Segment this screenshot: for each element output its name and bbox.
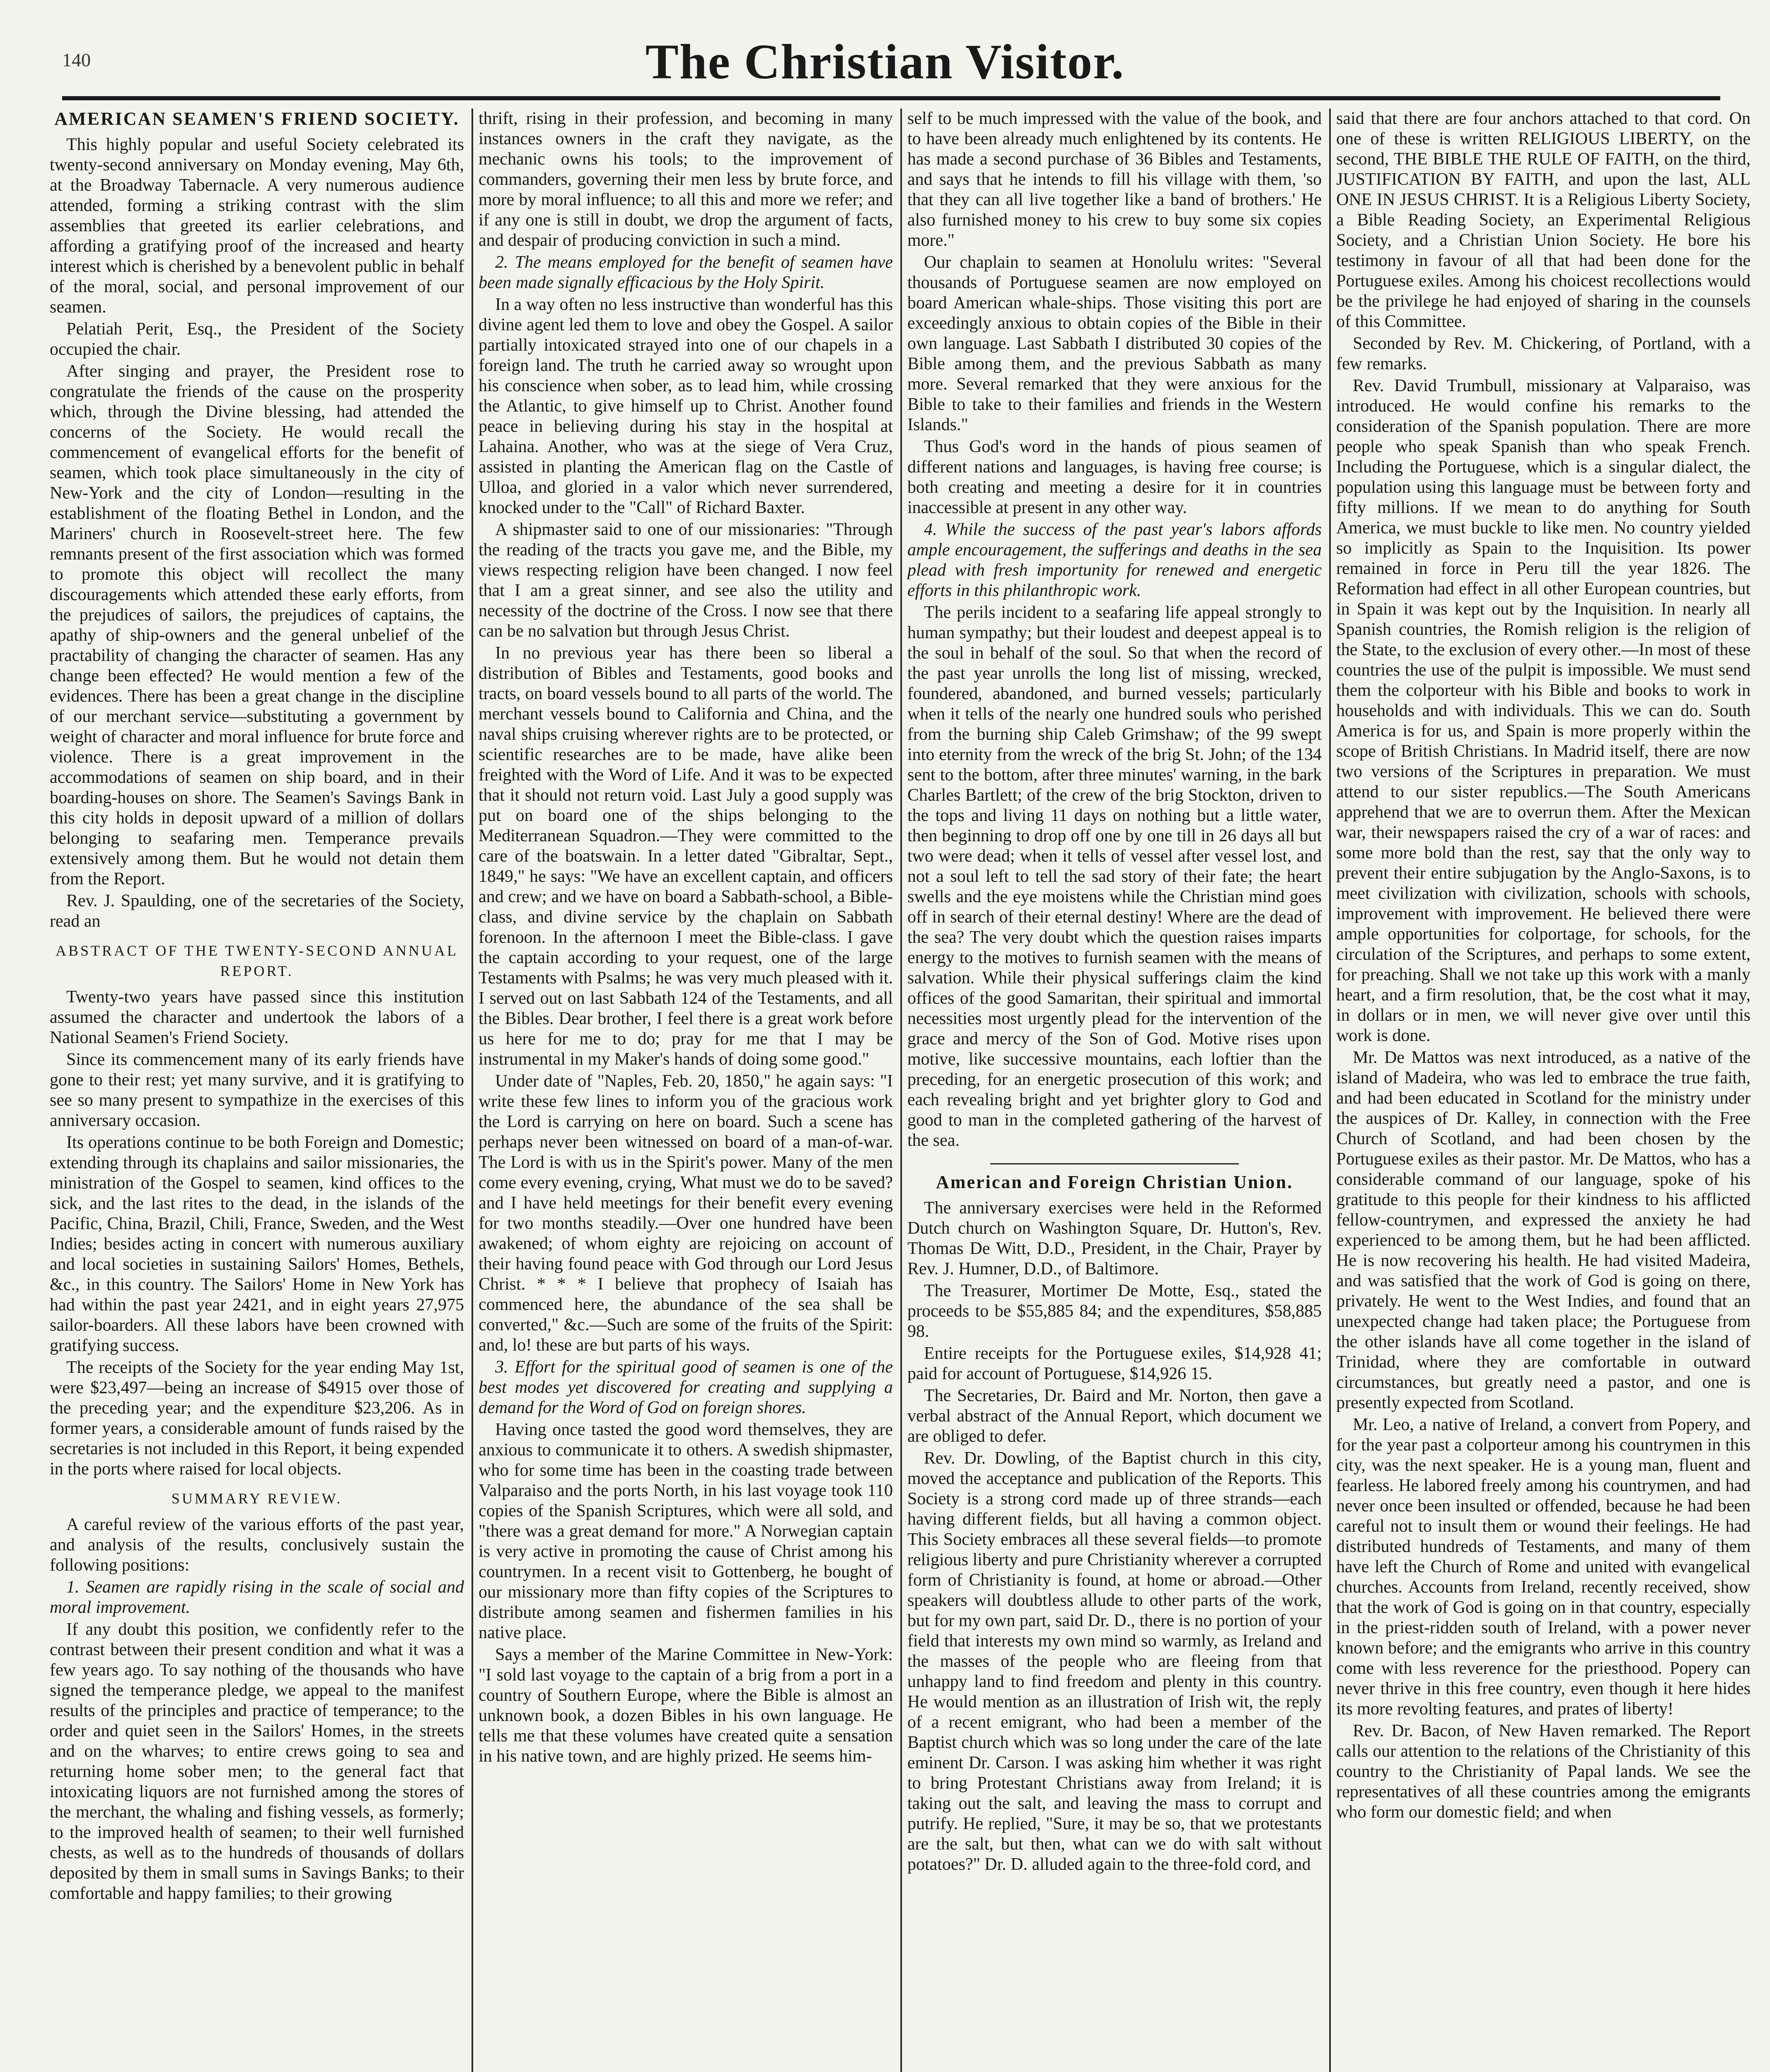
section-subheading (50, 1489, 464, 1509)
body-paragraph: The perils incident to a seafaring life appeal strongly to human sympathy; but their loudest and deepest appeal is to the soul in behalf of the soul. So that when the record of the past year unrolls the long list of missing, wrecked, foundered, abandoned, and burned vessels; particularly when it tells of the nearly one hundred souls who perished from the burning ship Caleb Grimshaw; of the 99 swept into eternity from the wreck of the brig St. John; of the 134 sent to the bottom, after three minutes' warning, in the bark Charles Bartlett; of the crew of the brig Stockton, driven to the tops and living 11 days on nothing but a little water, then beginning to drop off one by one till in 26 days all but two were dead; when it tells of vessel after vessel lost, and not a soul left to tell the sad story of their fate; the heart swells and the eye moistens while the Christian mind goes off in search of their eternal destiny! Where are the dead of the sea? The very doubt which the question raises imparts energy to the motives to furnish seamen with the means of salvation. While their physical sufferings claim the kind offices of the good Samaritan, their spiritual and immortal necessities most urgently plead for the intervention of the grace and mercy of the Son of God. Motive rises upon motive, like successive mountains, each loftier than the preceding, for an energetic prosecution of this work; and each revealing bright and yet brighter glory to God and good to man in the completed gathering of the harvest of the sea. (907, 603, 1322, 1150)
body-paragraph: Rev. Dr. Dowling, of the Baptist church in this city, moved the acceptance and publication of the Reports. This Society is a strong cord made up of three strands—each having different fields, but all having a common object. This Society embraces all these several fields—to promote religious liberty and pure Christianity wherever a corrupted form of Christianity is found, at home or abroad.—Other speakers will doubtless allude to other parts of the work, but for my own part, said Dr. D., there is no portion of your field that interests my own mind so warmly, as Ireland and the masses of the people who are fleeing from that unhappy land to find freedom and plenty in this country. He would mention as an illustration of Irish wit, the reply of a recent emigrant, who had been a member of the Baptist church which was so long under the care of the late eminent Dr. Carson. I was asking him whether it was right to bring Protestant Christians away from Ireland; it is taking out the salt, and leaving the mass to corrupt and putrify. He replied, "Sure, it may be so, that we protestants are the salt, but then, what can we do with salt without potatoes?" Dr. D. alluded again to the three-fold cord, and (907, 1449, 1322, 1874)
body-paragraph: The receipts of the Society for the year ending May 1st, were $23,497—being an increase of $4915 over those of the preceding year; and the expenditure $23,206. As in former years, a considerable amount of funds raised by the secretaries is not included in this Report, it being expended in the ports where raised for local objects. (50, 1358, 464, 1479)
body-paragraph: If any doubt this position, we confidently refer to the contrast between their present condition and what it was a few years ago. To say nothing of the thousands who have signed the temperance pledge, we appeal to the manifest results of the principles and practice of temperance; to the order and quiet seen in the Sailors' Homes, in the streets and on the wharves; to entire crews going to sea and returning home sober men; to the general fact that intoxicating liquors are not furnished among the stores of the merchant, the whaling and fishing vessels, as formerly; to the improved health of seamen; to their well furnished chests, as well as to the hundreds of thousands of dollars deposited by them in small sums in Savings Banks; to their comfortable and happy families; to their growing (50, 1620, 464, 1903)
body-paragraph: The Secretaries, Dr. Baird and Mr. Norton, then gave a verbal abstract of the Annual Report, which document we are obliged to defer. (907, 1386, 1322, 1446)
body-paragraph: After singing and prayer, the President rose to congratulate the friends of the cause on the prosperity which, through the Divine blessing, had attended the concerns of the Society. He would recall the commencement of evangelical efforts for the benefit of seamen, which took place simultaneously in the city of New-York and the city of London—resulting in the establishment of the floating Bethel in London, and the Mariners' church in Roosevelt-street here. The few remnants present of the first association which was formed to promote this object will recollect the many discouragements which attended these early efforts, from the prejudices of sailors, the prejudices of captains, the apathy of ship-owners and the general unbelief of the practability of changing the character of seamen. Has any change been effected? He would mention a few of the evidences. There has been a great change in the discipline of our merchant service—substituting a government by weight of character and moral influence for brute force and violence. There is a great improvement in the accommodations of seamen on ship board, and in their boarding-houses on shore. The Seamen's Savings Bank in this city holds in deposit upward of a million of dollars belonging to seafaring men. Temperance prevails extensively among them. But he would not detain them from the Report. (50, 362, 464, 888)
body-paragraph: This highly popular and useful Society celebrated its twenty-second anniversary on Monday evening, May 6th, at the Broadway Tabernacle. A very numerous audience attended, forming a striking contrast with the slim assemblies that greeted its earlier celebrations, and affording a gratifying proof of the increased and hearty interest which is cherished by a benevolent public in behalf of the moral, social, and personal improvement of our seamen. (50, 135, 464, 317)
continued-paragraph: said that there are four anchors attached to that cord. On one of these is written RELIGIOUS LIBERTY, on the second, THE BIBLE THE RULE OF FAITH, on the third, JUSTIFICATION BY FAITH, and upon the last, ALL ONE IN JESUS CHRIST. It is a Religious Liberty Society, a Bible Reading Society, an Experimental Religious Society, and a Christian Union Society. He bore his testimony in favour of all that had been done for the Portuguese exiles. Among his choicest recollections would be the privilege he had enjoyed of sharing in the counsels of this Committee. (1336, 109, 1751, 331)
italic-thesis-paragraph: 4. While the success of the past year's labors affords ample encouragement, the sufferings and deaths in the sea plead with fresh importunity for renewed and energetic efforts in this philanthropic work. (907, 520, 1322, 600)
body-paragraph: Our chaplain to seamen at Honolulu writes: "Several thousands of Portuguese seamen are now employed on board American whale-ships. Those visiting this port are exceedingly anxious to obtain copies of the Bible in their own language. Last Sabbath I distributed 30 copies of the Bible among them, and the previous Sabbath as many more. Several remarked that they were anxious for the Bible to take to their families and friends in the Western Islands." (907, 253, 1322, 434)
subheading-line: SUMMARY REVIEW. (171, 1490, 343, 1507)
subheading-line: ABSTRACT OF THE TWENTY-SECOND ANNUAL (55, 942, 459, 959)
continued-paragraph: self to be much impressed with the value of the book, and to have been already much enlightened by its contents. He has made a second purchase of 36 Bibles and Testaments, and says that he intends to fill his village with them, 'so that they can all live together like a band of brothers.' He also furnished money to his crew to buy some six copies more." (907, 109, 1322, 250)
body-paragraph: In no previous year has there been so liberal a distribution of Bibles and Testaments, good books and tracts, on board vessels bound to all parts of the world. The merchant vessels bound to California and China, and the naval ships cruising wherever rights are to be protected, or scientific researches are to be made, have alike been freighted with the Word of Life. And it was to be expected that it should not return void. Last July a good supply was put on board one of the ships belonging to the Mediterranean Squadron.—They were committed to the care of the boatswain. In a letter dated "Gibraltar, Sept., 1849," he says: "We have an excellent captain, and officers and crew; and we have on board a Sabbath-school, a Bible-class, and divine service by the chaplain on Sabbath forenoon. In the afternoon I meet the Bible-class. I gave the captain according to your request, one of the large Testaments with Psalms; he was very much pleased with it. I served out on last Sabbath 124 of the Testaments, and all the Bibles. Dear brother, I feel there is a great work before us here for me to do; pray for me that I may be instrumental in my Maker's hands of doing some good." (479, 644, 893, 1069)
body-paragraph: Seconded by Rev. M. Chickering, of Portland, with a few remarks. (1336, 334, 1751, 373)
body-paragraph: Rev. David Trumbull, missionary at Valparaiso, was introduced. He would confine his remarks to the consideration of the Spanish population. There are more people who speak Spanish than who speak French. Including the Portuguese, which is a singular dialect, the population using this language must be between forty and fifty millions. If we mean to do anything for South America, we must buckle to like men. No country yielded so implicitly as Spain to the Inquisition. Its power remained in force in Peru till the year 1826. The Reformation had effect in all other European countries, but in Spain it was kept out by the Inquisition. In nearly all Spanish countries, the Romish religion is the religion of the State, to the exclusion of every other.—In most of these countries the use of the pulpit is impossible. We must send them the colporteur with his Bible and books to work in households and with individuals. This we can do. South America is for us, and Spain is more properly within the scope of British Christians. In Madrid itself, there are now two versions of the Scriptures in preparation. We must attend to our sister republics.—The South Americans apprehend that we are to overrun them. After the Mexican war, their newspapers raised the cry of a war of races: and some more bold than the rest, say that the only way to prevent their entire subjugation by the Anglo-Saxons, is to meet civilization with civilization, schools with schools, improvement with improvement. He believed there were ample opportunities for colportage, for schools, for the circulation of the Scriptures, and perhaps to some extent, for preaching. Shall we not take up this work with a manly heart, and a firm resolution, that, be the cost what it may, in dollars or in men, we will never give over until this work is done. (1336, 376, 1751, 1045)
subheading-line: REPORT. (220, 963, 294, 979)
body-paragraph: Under date of "Naples, Feb. 20, 1850," he again says: "I write these few lines to inform you of the gracious work the Lord is carrying on here on board. Such a scene has perhaps never been witnessed on board of a man-of-war. The Lord is with us in the Spirit's power. Many of the men come every evening, crying, What must we do to be saved? and I have held meetings for their benefit every evening for two months steadily.—Over one hundred have been awakened; of whom eighty are rejoicing on account of their having found peace with God through our Lord Jesus Christ. * * * I believe that prophecy of Isaiah has commenced here, the abundance of the sea shall be converted," &c.—Such are some of the fruits of the Spirit: and, lo! these are but parts of his ways. (479, 1072, 893, 1355)
body-paragraph: Mr. De Mattos was next introduced, as a native of the island of Madeira, who was led to embrace the true faith, and had been educated in Scotland for the ministry under the auspices of Dr. Kalley, in connection with the Free Church of Scotland, and had been chosen by the Portuguese exiles as their pastor. Mr. De Mattos, who has a considerable command of our language, spoke of his gratitude to this people for their kindness to his afflicted fellow-countrymen, and expressed the anxiety he had experienced to be among them, but he had been afflicted. He is now recovering his health. He had visited Madeira, and was satisfied that the work of God is going on there, privately. He went to the West Indies, and found that an unexpected change had taken place; the Portuguese from the other islands have all come together in the island of Trinidad, where they are comfortable in outward circumstances, but greatly need a pastor, and one is presently expected from Scotland. (1336, 1048, 1751, 1412)
column-divider (1329, 109, 1331, 2072)
body-paragraph: Rev. J. Spaulding, one of the secretaries of the Society, read an (50, 891, 464, 931)
section-subheading (50, 941, 464, 981)
column-divider (472, 109, 473, 2072)
column-1 (50, 109, 464, 2072)
article-heading: AMERICAN SEAMEN'S FRIEND SOCIETY. (54, 109, 459, 129)
article-heading: American and Foreign Christian Union. (936, 1172, 1293, 1192)
column-3 (907, 109, 1322, 2072)
masthead-title: The Christian Visitor. (645, 34, 1125, 89)
body-paragraph: Twenty-two years have passed since this institution assumed the character and undertook the labors of a National Seamen's Friend Society. (50, 988, 464, 1047)
italic-thesis-paragraph: 3. Effort for the spiritual good of seamen is one of the best modes yet discovered for creating and supplying a demand for the Word of God on foreign shores. (479, 1358, 893, 1417)
body-paragraph: Pelatiah Perit, Esq., the President of the Society occupied the chair. (50, 320, 464, 359)
body-paragraph: Its operations continue to be both Foreign and Domestic; extending through its chaplains and sailor missionaries, the ministration of the Gospel to seamen, kind offices to the sick, and the last rites to the dead, in the islands of the Pacific, China, Brazil, Chili, France, Sweden, and the West Indies; besides acting in concert with numerous auxiliary and local societies in sustaining Sailors' Homes, Bethels, &c., in this country. The Sailors' Home in New York has had within the past year 2421, and in eight years 27,975 sailor-boarders. All these labors have been crowned with gratifying success. (50, 1133, 464, 1355)
body-paragraph: A careful review of the various efforts of the past year, and analysis of the results, conclusively sustain the following positions: (50, 1515, 464, 1575)
body-paragraph: Since its commencement many of its early friends have gone to their rest; yet many survive, and it is gratifying to see so many present to sympathize in the exercises of this anniversary occasion. (50, 1050, 464, 1130)
italic-thesis-paragraph: 2. The means employed for the benefit of seamen have been made signally efficacious by the Holy Spirit. (479, 253, 893, 292)
body-paragraph: Mr. Leo, a native of Ireland, a convert from Popery, and for the year past a colporteur among his countrymen in this city, was the next speaker. He is a young man, fluent and fearless. He labored freely among his countrymen, and had never once been insulted or offended, because he had been careful not to insult them or wound their feelings. He had distributed hundreds of Testaments, and many of them have left the Church of Rome and united with evangelical churches. Accounts from Ireland, recently received, show that the work of God is going on in that country, especially in the priest-ridden south of Ireland, with a power never known before; and the emigrants who arrive in this country come with less reverence for the priesthood. Popery can never thrive in this free country, even though it here hides its more revolting features, and prates of liberty! (1336, 1415, 1751, 1719)
article-separator-rule (990, 1163, 1239, 1164)
body-paragraph: Entire receipts for the Portuguese exiles, $14,928 41; paid for account of Portuguese, $14,926 15. (907, 1344, 1322, 1383)
masthead-rule (62, 96, 1720, 100)
column-divider (900, 109, 902, 2072)
body-paragraph: Says a member of the Marine Committee in New-York: "I sold last voyage to the captain of a brig from a port in a country of Southern Europe, where the Bible is almost an unknown book, a dozen Bibles in his own language. He tells me that these volumes have created quite a sensation in his native town, and are highly prized. He seems him- (479, 1645, 893, 1766)
column-2 (479, 109, 893, 2072)
body-paragraph: Thus God's word in the hands of pious seamen of different nations and languages, is having free course; is both creating and meeting a desire for it in countries inaccessible at present in any other way. (907, 437, 1322, 517)
italic-thesis-paragraph: 1. Seamen are rapidly rising in the scale of social and moral improvement. (50, 1578, 464, 1617)
body-paragraph: A shipmaster said to one of our missionaries: "Through the reading of the tracts you gave me, and the Bible, my views respecting religion have been changed. I now feel that I am a great sinner, and see also the utility and necessity of the doctrine of the Cross. I now see that there can be no salvation but through Jesus Christ. (479, 520, 893, 641)
body-paragraph: The Treasurer, Mortimer De Motte, Esq., stated the proceeds to be $55,885 84; and the expenditures, $58,885 98. (907, 1281, 1322, 1341)
body-paragraph: In a way often no less instructive than wonderful has this divine agent led them to love and obey the Gospel. A sailor partially intoxicated strayed into one of our chapels in a foreign land. The truth he carried away so wrought upon his conscience when sober, as to lead him, while crossing the Atlantic, to give himself up to Christ. Another found peace in believing during his stay in the hospital at Lahaina. Another, who was at the siege of Vera Cruz, assisted in planting the American flag on the Castle of Ulloa, and gloried in a valor which never surrendered, knocked under to the "Call" of Richard Baxter. (479, 295, 893, 517)
body-paragraph: Having once tasted the good word themselves, they are anxious to communicate it to others. A swedish shipmaster, who for some time has been in the coasting trade between Valparaiso and the ports North, in his last voyage took 110 copies of the Spanish Scriptures, which were all sold, and "there was a great demand for more." A Norwegian captain is very active in promoting the cause of Christ among his countrymen. In a recent visit to Gottenberg, he bought of our missionary more than fifty copies of the Scriptures to distribute among seamen and fishermen families in his native place. (479, 1420, 893, 1642)
page-number: 140 (62, 49, 91, 70)
body-paragraph: Rev. Dr. Bacon, of New Haven remarked. The Report calls our attention to the relations of the Christianity of this country to the Christianity of Papal lands. We see the representatives of all these countries among the emigrants who form our domestic field; and when (1336, 1721, 1751, 1822)
body-paragraph: The anniversary exercises were held in the Reformed Dutch church on Washington Square, Dr. Hutton's, Rev. Thomas De Witt, D.D., President, in the Chair, Prayer by Rev. J. Humner, D.D., of Baltimore. (907, 1198, 1322, 1278)
continued-paragraph: thrift, rising in their profession, and becoming in many instances owners in the craft they navigate, as the mechanic owns his tools; to the improvement of commanders, governing their men less by brute force, and more by moral influence; to all this and more we refer; and if any one is still in doubt, we drop the argument of facts, and despair of producing conviction in such a mind. (479, 109, 893, 250)
column-4 (1336, 109, 1751, 2072)
